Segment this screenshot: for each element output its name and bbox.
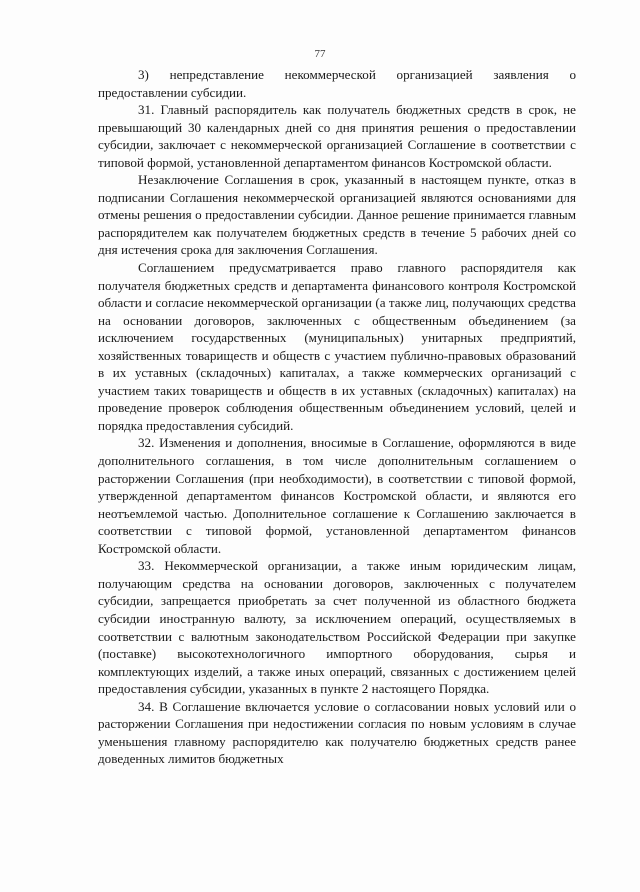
paragraph-nonconclusion: Незаключение Соглашения в срок, указанный в настоящем пункте, отказ в подписании Соглашения некоммерческой организацией являются основаниями для отмены решения о предоставлении субсидии. Данное решение принимается главным распорядителем как получателем бюджетных средств в течение 5 рабочих дней со дня истечения срока для заключения Соглашения. (98, 172, 576, 258)
paragraph-clause-32: 32. Изменения и дополнения, вносимые в Соглашение, оформляются в виде дополнительного соглашения, в том числе дополнительным соглашением о расторжении Соглашения (при необходимости), в соответствии с типовой формой, утвержденной департаментом финансов Костромской области, и являются его неотъемлемой частью. Дополнительное соглашение к Соглашению заключается в соответствии с типовой формой, установленной департаментом финансов Костромской области. (98, 435, 576, 556)
paragraph-item-3-nonsubmission: 3) непредставление некоммерческой организацией заявления о предоставлении субсидии. (98, 67, 576, 100)
page-number: 77 (314, 48, 326, 60)
paragraph-inspection-rights: Соглашением предусматривается право главного распорядителя как получателя бюджетных средств и департамента финансового контроля Костромской области и согласие некоммерческой организации (а также лиц, получающих средства на основании договоров, заключенных с общественным объединением (за исключением государственных (муниципальных) унитарных предприятий, хозяйственных товариществ и обществ с участием публично-правовых образований в их уставных (складочных) капиталах, а также коммерческих организаций с участием таких товариществ и обществ в их уставных (складочных) капиталах) на проведение проверок соблюдения общественным объединением условий, целей и порядка предоставления субсидий. (98, 260, 576, 433)
paragraph-clause-31: 31. Главный распорядитель как получатель бюджетных средств в срок, не превышающий 30 календарных дней со дня принятия решения о предоставлении субсидии, заключает с некоммерческой организацией Соглашение в соответствии с типовой формой, установленной департаментом финансов Костромской области. (98, 102, 576, 170)
paragraph-clause-34: 34. В Соглашение включается условие о согласовании новых условий или о расторжении Соглашения при недостижении согласия по новым условиям в случае уменьшения главному распорядителю как получателю бюджетных средств ранее доведенных лимитов бюджетных (98, 698, 576, 767)
paragraph-clause-33: 33. Некоммерческой организации, а также иным юридическим лицам, получающим средства на основании договоров, заключенных с получателем субсидии, запрещается приобретать за счет полученной из областного бюджета субсидии иностранную валюту, за исключением операций, осуществляемых в соответствии с валютным законодательством Российской Федерации при закупке (поставке) высокотехнологичного импортного оборудования, сырья и комплектующих изделий, а также иных операций, связанных с достижением целей предоставления субсидии, указанных в пункте 2 настоящего Порядка. (98, 558, 576, 697)
document-body (98, 66, 576, 768)
